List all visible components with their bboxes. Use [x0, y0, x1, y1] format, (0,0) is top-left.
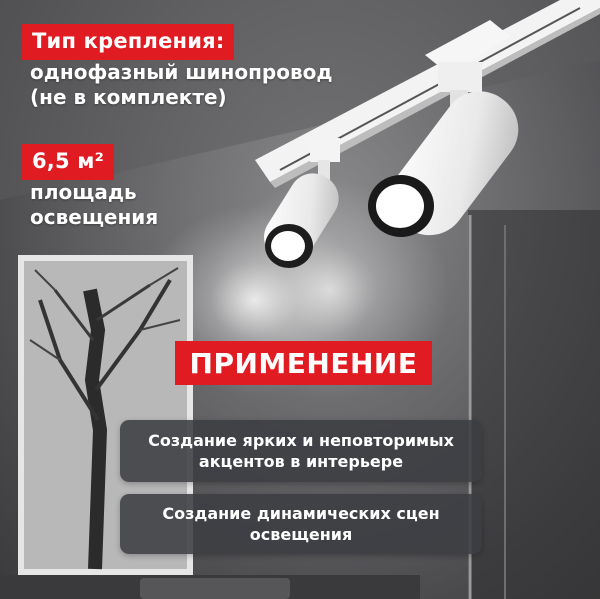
area-label: 6,5 м² [22, 144, 114, 180]
application-item-line: освещения [249, 525, 353, 544]
mount-type-label: Тип крепления: [22, 24, 234, 60]
area-line: освещения [30, 205, 159, 229]
application-item-line: Создание динамических сцен [162, 504, 440, 523]
application-item [120, 494, 482, 554]
mount-type-line: однофазный шинопровод [30, 60, 333, 84]
application-item-line: Создание ярких и неповторимых [148, 431, 454, 450]
application-item-line: акцентов в интерьере [198, 452, 404, 471]
application-item [120, 420, 482, 482]
mount-type-line: (не в комплекте) [30, 85, 227, 109]
area-description [30, 180, 158, 230]
area-line: площадь [30, 180, 137, 204]
application-heading: ПРИМЕНЕНИЕ [175, 341, 432, 385]
mount-type-description [30, 60, 333, 110]
